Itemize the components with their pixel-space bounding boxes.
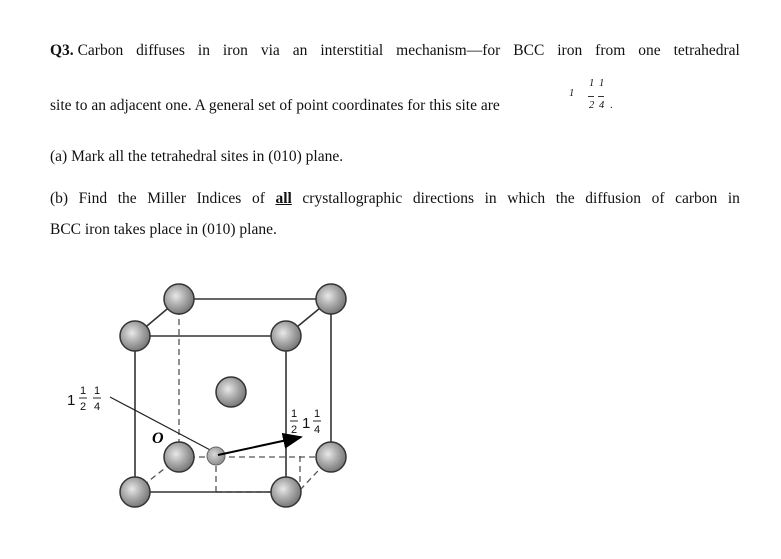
atom-body-center [216, 377, 246, 407]
word: Find [78, 190, 108, 207]
atom-front-bottom-right [271, 477, 301, 507]
word: diffusion [585, 190, 641, 207]
word: in [197, 42, 210, 59]
word: interstitial [320, 42, 384, 59]
coord-num-1: 1 [589, 78, 595, 89]
part-a: (a) Mark all the tetrahedral sites in (010) plane. [50, 148, 344, 165]
word: iron [222, 42, 248, 59]
word: (b) [50, 190, 69, 207]
coord-den-2: 4 [599, 100, 605, 111]
coord-num-2: 1 [599, 78, 605, 89]
left-label-den-2: 4 [94, 401, 101, 413]
word: one [638, 42, 661, 59]
left-label-den-1: 2 [80, 401, 87, 413]
word: mechanism—for [396, 42, 501, 59]
atom-back-bottom-right [316, 442, 346, 472]
word: the [117, 190, 137, 207]
word: iron [557, 42, 583, 59]
right-label-den-1: 2 [291, 424, 298, 436]
right-label-den-2: 4 [314, 424, 321, 436]
atom-back-top-right [316, 284, 346, 314]
question-label: Q3. [50, 42, 74, 59]
part-b-line-2: BCC iron takes place in (010) plane. [50, 221, 277, 238]
emphasis-all: all [275, 190, 292, 207]
atom-front-top-right [271, 321, 301, 351]
carbon-site [207, 447, 225, 465]
word: in [484, 190, 497, 207]
origin-label: O [152, 430, 164, 447]
word: Q3. Carbon [50, 42, 124, 59]
diffusion-arrow [218, 437, 301, 455]
word: which [507, 190, 546, 207]
right-label-num-2: 1 [314, 408, 321, 420]
word: directions [412, 190, 474, 207]
word: crystallographic [302, 190, 403, 207]
atom-front-top-left [120, 321, 150, 351]
atom-back-top-left [164, 284, 194, 314]
word: the [555, 190, 575, 207]
word: carbon [675, 190, 718, 207]
question-line-2: site to an adjacent one. A general set of point coordinates for this site are [50, 97, 500, 114]
left-coord-label [67, 385, 101, 413]
coord-den-1: 2 [589, 100, 595, 111]
left-label-whole: 1 [67, 392, 76, 409]
right-coord-label [290, 408, 321, 436]
coord-period: . [610, 100, 613, 111]
word: an [292, 42, 308, 59]
word: from [595, 42, 626, 59]
atom-back-bottom-left [164, 442, 194, 472]
word: Miller [147, 190, 186, 207]
left-label-num-1: 1 [80, 385, 87, 397]
word: BCC [513, 42, 545, 59]
word: via [260, 42, 280, 59]
word: diffuses [136, 42, 185, 59]
word: Indices [196, 190, 242, 207]
word: in [727, 190, 740, 207]
coord-whole: 1 [569, 88, 575, 99]
right-label-whole: 1 [302, 415, 311, 432]
atom-front-bottom-left [120, 477, 150, 507]
left-label-num-2: 1 [94, 385, 101, 397]
right-label-num-1: 1 [291, 408, 298, 420]
word: tetrahedral [673, 42, 740, 59]
word: of [651, 190, 665, 207]
word: of [251, 190, 265, 207]
iron-atoms [120, 284, 346, 507]
